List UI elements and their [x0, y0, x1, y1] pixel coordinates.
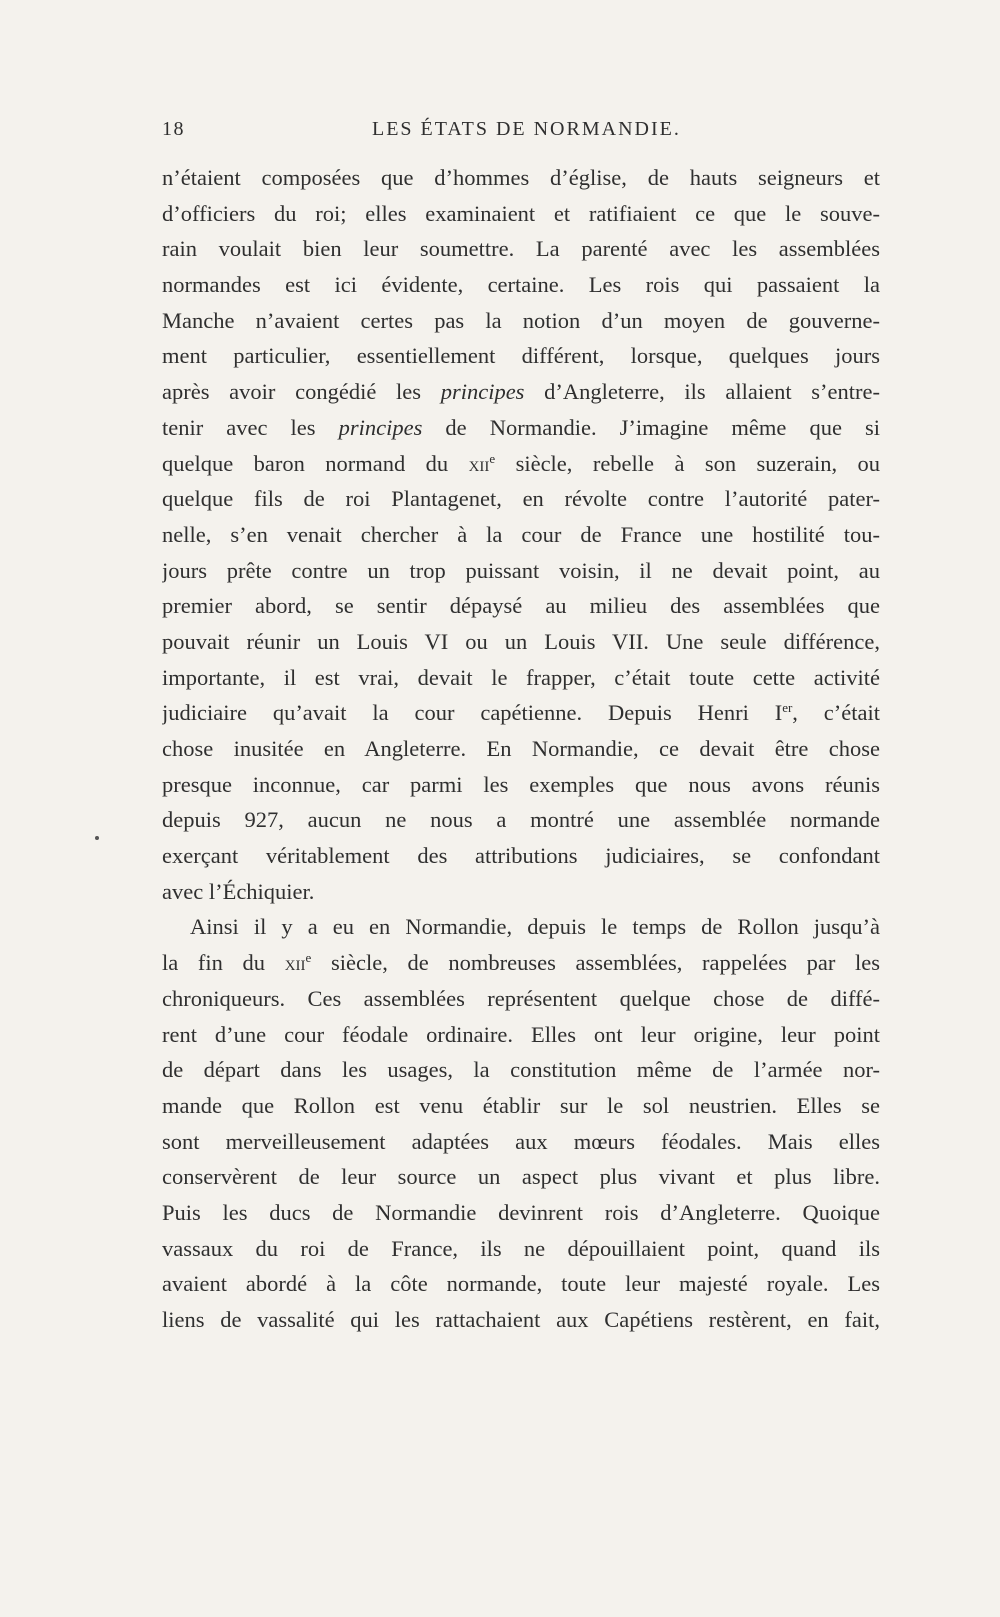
text-run: après avoir congédié les — [162, 379, 441, 405]
body-text — [162, 160, 880, 1338]
text-line — [162, 410, 880, 446]
text-run: quelque baron normand du — [162, 450, 469, 476]
text-line: jours prête contre un trop puissant voisin, il ne devait point, au — [162, 557, 880, 583]
text-line: chose inusitée en Angleterre. En Normandie, ce devait être chose — [162, 736, 880, 761]
superscript: er — [782, 700, 793, 716]
superscript: e — [305, 950, 312, 966]
text-line: sont merveilleusement adaptées aux mœurs féodales. Mais elles — [162, 1128, 880, 1154]
text-run: siècle, rebelle à son suzerain, ou — [495, 450, 880, 476]
text-line: pouvait réunir un Louis VI ou un Louis VII. Une seule différence, — [162, 628, 880, 654]
text-run: tenir avec les — [162, 414, 339, 440]
superscript: e — [489, 450, 496, 466]
running-head — [162, 118, 880, 148]
text-line: avec l’Échiquier. — [162, 878, 315, 904]
text-line: de départ dans les usages, la constitution même de l’armée nor- — [162, 1057, 880, 1083]
text-line: depuis 927, aucun ne nous a montré une assemblée normande — [162, 807, 880, 833]
text-run: siècle, de nombreuses assemblées, rappelées par les — [311, 950, 880, 976]
text-line: liens de vassalité qui les rattachaient aux Capétiens restèrent, en fait, — [162, 1307, 880, 1332]
text-line: avaient abordé à la côte normande, toute leur majesté royale. Les — [162, 1271, 880, 1297]
text-line — [162, 695, 880, 731]
text-line: d’officiers du roi; elles examinaient et ratifiaient ce que le souve- — [162, 200, 880, 226]
italic-word: principes — [338, 414, 423, 440]
text-line: normandes est ici évidente, certaine. Les rois qui passaient la — [162, 272, 880, 298]
text-line: ment particulier, essentiellement différent, lorsque, quelques jours — [162, 343, 880, 369]
text-line: vassaux du roi de France, ils ne dépouillaient point, quand ils — [162, 1235, 880, 1261]
text-line — [162, 945, 880, 981]
text-run: judiciaire qu’avait la cour capétienne. Depuis Henri I — [162, 700, 783, 726]
text-line — [162, 446, 880, 482]
century-numeral: xii — [468, 451, 490, 476]
italic-word: principes — [440, 379, 525, 405]
century-numeral: xii — [284, 951, 306, 976]
text-run: de Normandie. J’imagine même que si — [422, 414, 880, 440]
text-line: exerçant véritablement des attributions judiciaires, se confondant — [162, 843, 880, 869]
page-number: 18 — [162, 118, 185, 140]
text-line: Puis les ducs de Normandie devinrent rois d’Angleterre. Quoique — [162, 1199, 880, 1225]
text-run: , c’était — [792, 700, 880, 726]
text-line: premier abord, se sentir dépaysé au milieu des assemblées que — [162, 593, 880, 619]
text-line: conservèrent de leur source un aspect plus vivant et plus libre. — [162, 1164, 880, 1190]
text-line: rent d’une cour féodale ordinaire. Elles ont leur origine, leur point — [162, 1021, 880, 1047]
text-line: Manche n’avaient certes pas la notion d’un moyen de gouverne- — [162, 307, 880, 333]
text-line: Ainsi il y a eu en Normandie, depuis le temps de Rollon jusqu’à — [190, 914, 880, 940]
text-line: chroniqueurs. Ces assemblées représentent quelque chose de diffé- — [162, 985, 880, 1011]
text-line: presque inconnue, car parmi les exemples que nous avons réunis — [162, 771, 880, 797]
text-line: quelque fils de roi Plantagenet, en révolte contre l’autorité pater- — [162, 486, 880, 512]
text-line — [162, 374, 880, 410]
text-line: nelle, s’en venait chercher à la cour de France une hostilité tou- — [162, 521, 880, 547]
text-run: la fin du — [162, 950, 285, 976]
text-line: rain voulait bien leur soumettre. La parenté avec les assemblées — [162, 236, 880, 262]
ink-speck — [95, 836, 99, 840]
text-run: d’Angleterre, ils allaient s’entre- — [524, 379, 880, 405]
text-line: importante, il est vrai, devait le frapper, c’était toute cette activité — [162, 664, 880, 690]
running-title: LES ÉTATS DE NORMANDIE. — [372, 118, 681, 140]
text-line: mande que Rollon est venu établir sur le sol neustrien. Elles se — [162, 1092, 880, 1118]
text-line: n’étaient composées que d’hommes d’église, de hauts seigneurs et — [162, 165, 880, 190]
